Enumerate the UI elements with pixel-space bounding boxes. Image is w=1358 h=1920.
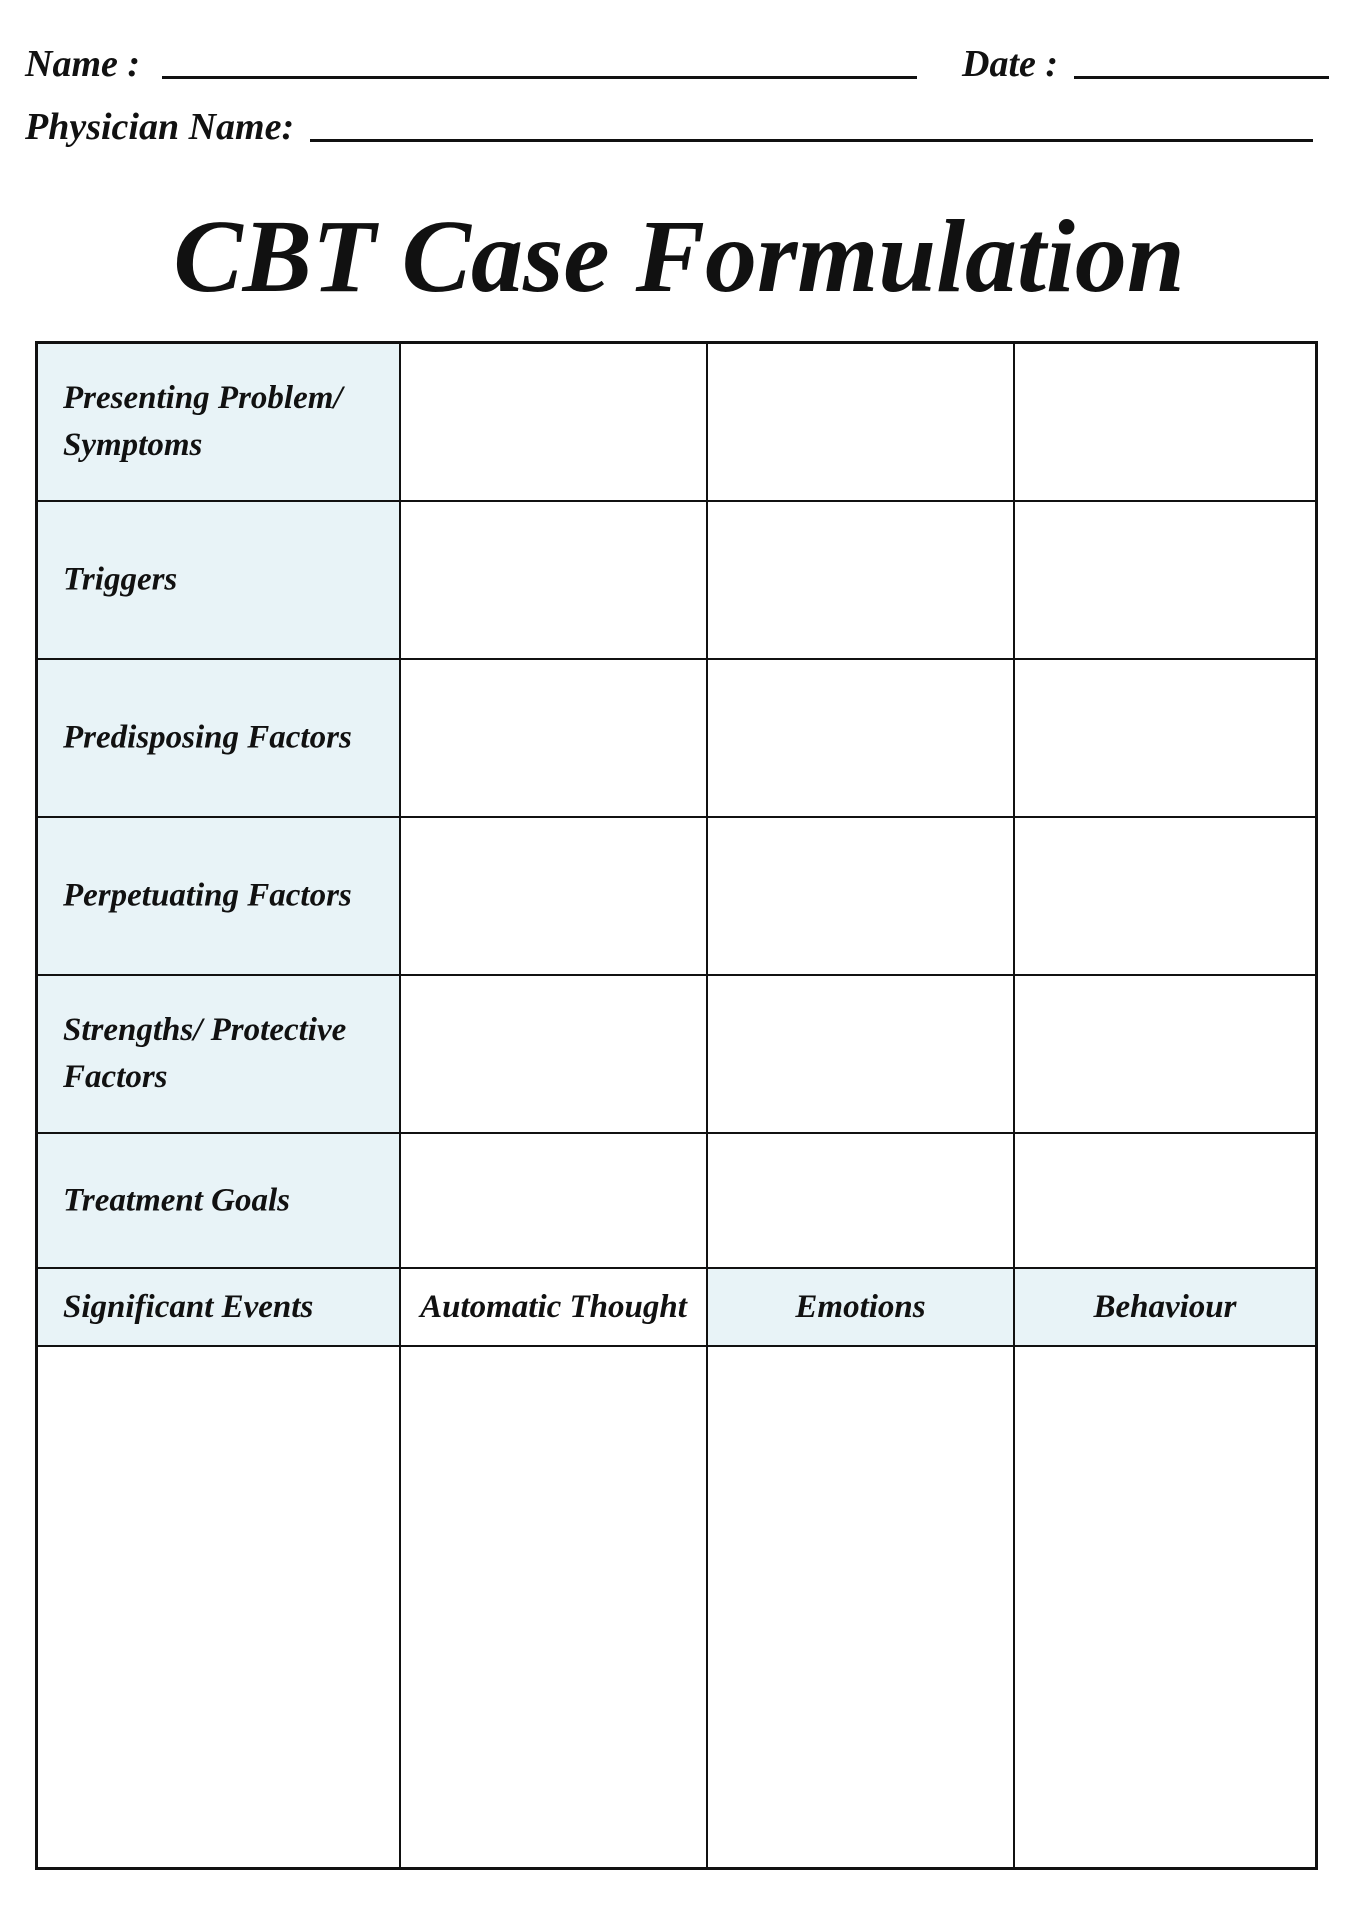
row-label-cell bbox=[38, 502, 401, 660]
input-cell[interactable] bbox=[708, 502, 1015, 660]
column-header-cell bbox=[1015, 1269, 1315, 1347]
input-cell[interactable] bbox=[401, 818, 708, 976]
physician-field-row bbox=[25, 108, 1335, 146]
input-cell[interactable] bbox=[1015, 818, 1315, 976]
input-cell[interactable] bbox=[708, 660, 1015, 818]
page-title: CBT Case Formulation bbox=[173, 199, 1185, 314]
row-label-cell bbox=[38, 1134, 401, 1269]
input-cell[interactable] bbox=[401, 976, 708, 1134]
name-label: Name : bbox=[25, 43, 141, 85]
date-field-row bbox=[962, 45, 1332, 83]
formulation-table bbox=[35, 341, 1318, 1870]
row-label-predisposing-factors: Predisposing Factors bbox=[63, 719, 352, 756]
date-label: Date : bbox=[962, 43, 1059, 85]
behaviour-input[interactable] bbox=[1015, 1347, 1315, 1867]
significant-events-input[interactable] bbox=[38, 1347, 401, 1867]
input-cell[interactable] bbox=[401, 344, 708, 502]
column-header-cell bbox=[708, 1269, 1015, 1347]
input-cell[interactable] bbox=[1015, 976, 1315, 1134]
emotions-input[interactable] bbox=[708, 1347, 1015, 1867]
row-label-cell bbox=[38, 976, 401, 1134]
row-label-cell bbox=[38, 660, 401, 818]
input-cell[interactable] bbox=[1015, 344, 1315, 502]
row-label-presenting-problem: Presenting Problem/ Symptoms bbox=[63, 380, 343, 463]
column-header-emotions: Emotions bbox=[795, 1289, 926, 1325]
input-cell[interactable] bbox=[708, 344, 1015, 502]
date-input-line[interactable] bbox=[1074, 76, 1329, 79]
row-label-perpetuating-factors: Perpetuating Factors bbox=[63, 877, 352, 914]
input-cell[interactable] bbox=[708, 818, 1015, 976]
input-cell[interactable] bbox=[401, 660, 708, 818]
input-cell[interactable] bbox=[708, 976, 1015, 1134]
name-input-line[interactable] bbox=[162, 76, 917, 79]
input-cell[interactable] bbox=[1015, 660, 1315, 818]
row-label-cell bbox=[38, 818, 401, 976]
column-header-automatic-thought: Automatic Thought bbox=[420, 1289, 687, 1325]
column-header-significant-events: Significant Events bbox=[63, 1289, 314, 1325]
row-label-cell bbox=[38, 344, 401, 502]
row-label-triggers: Triggers bbox=[63, 561, 178, 598]
physician-name-input-line[interactable] bbox=[310, 139, 1313, 142]
name-field-row bbox=[25, 45, 925, 83]
column-header-behaviour: Behaviour bbox=[1093, 1289, 1237, 1325]
input-cell[interactable] bbox=[1015, 502, 1315, 660]
row-label-treatment-goals: Treatment Goals bbox=[63, 1182, 291, 1218]
row-label-strengths-protective-factors: Strengths/ Protective Factors bbox=[63, 1012, 347, 1095]
physician-name-label: Physician Name: bbox=[25, 106, 295, 148]
input-cell[interactable] bbox=[1015, 1134, 1315, 1269]
input-cell[interactable] bbox=[708, 1134, 1015, 1269]
automatic-thought-input[interactable] bbox=[401, 1347, 708, 1867]
column-header-cell bbox=[401, 1269, 708, 1347]
input-cell[interactable] bbox=[401, 1134, 708, 1269]
input-cell[interactable] bbox=[401, 502, 708, 660]
column-header-cell bbox=[38, 1269, 401, 1347]
